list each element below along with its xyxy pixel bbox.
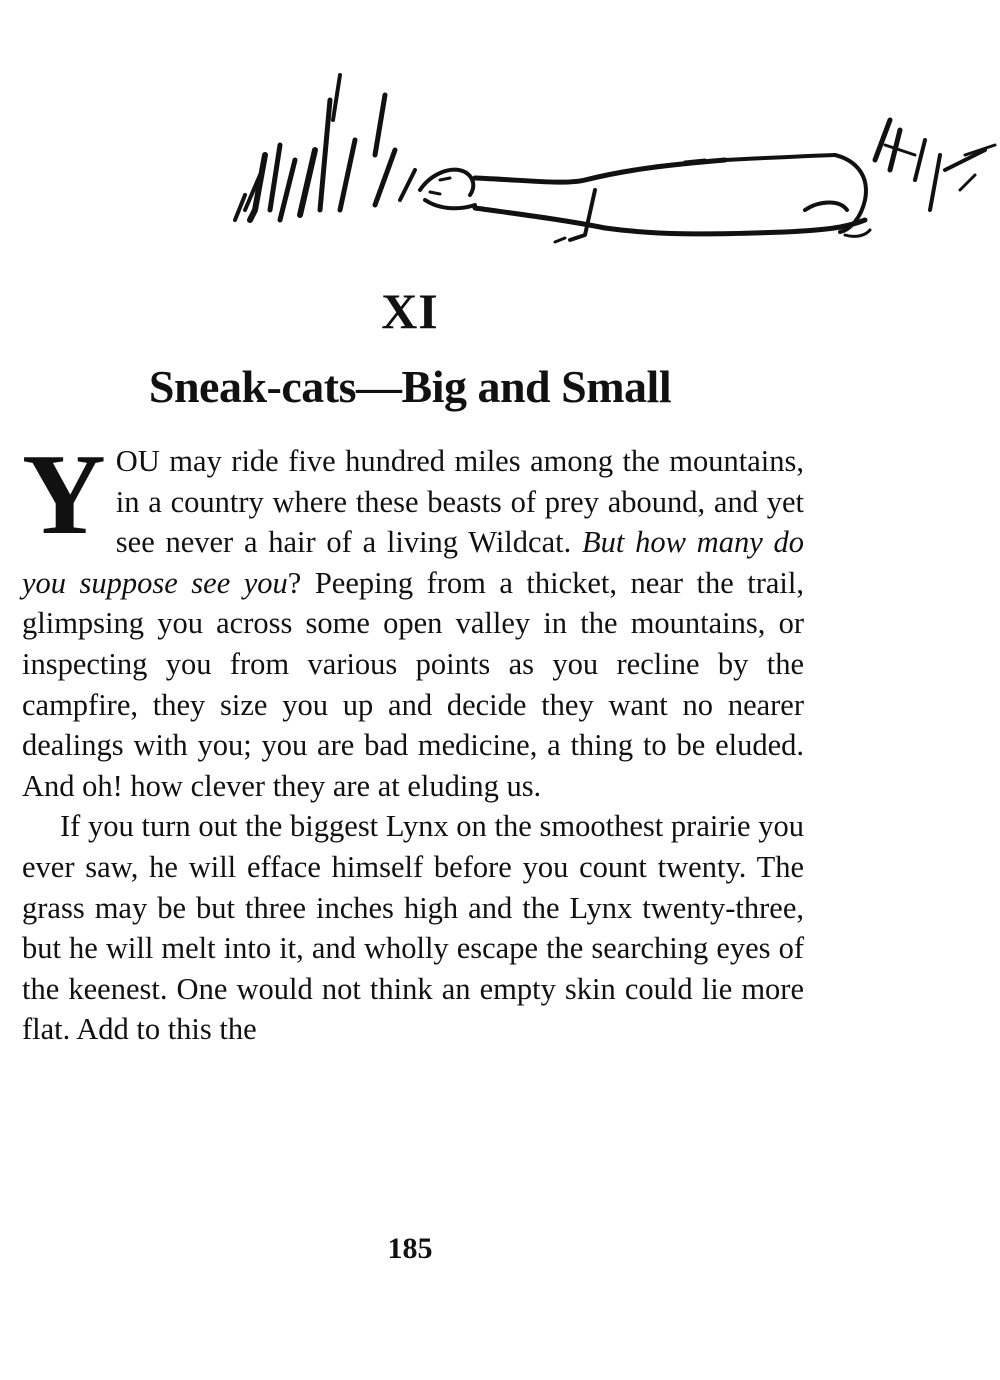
paragraph-1-italic: But how many do you suppose see you (22, 525, 804, 600)
chapter-number: XI (381, 283, 439, 339)
chapter-title: Sneak-cats—Big and Small (148, 361, 672, 412)
paragraph-1-text-a: OU may ride five hundred miles among the mountains, in a country where these beasts of prey abound, and yet see never a hair of a living Wildcat. (115, 444, 804, 560)
drop-cap: Y (22, 431, 106, 559)
paragraph-1-text-b: ? Peeping from a thicket, near the trail, glimpsing you across some open valley in the mountains, or inspecting you from various points as you recline by the campfire, they size you up and decide they want no nearer dealings with you; you are bad medicine, a thing to be eluded. And oh! how clever they are at eluding us. (22, 565, 805, 803)
paragraph-2: If you turn out the biggest Lynx on the smoothest prairie you ever saw, he will efface himself before you count twenty. The grass may be but three inches high and the Lynx twenty-three, but he will melt into it, and wholly escape the searching eyes of the keenest. One would not think an empty skin could lie more flat. Add to this the (22, 809, 804, 1047)
page-number: 185 (387, 1232, 433, 1265)
lynx-sketch-illustration (225, 60, 1000, 260)
chapter-body (22, 431, 805, 1050)
paragraph-1 (22, 431, 805, 806)
